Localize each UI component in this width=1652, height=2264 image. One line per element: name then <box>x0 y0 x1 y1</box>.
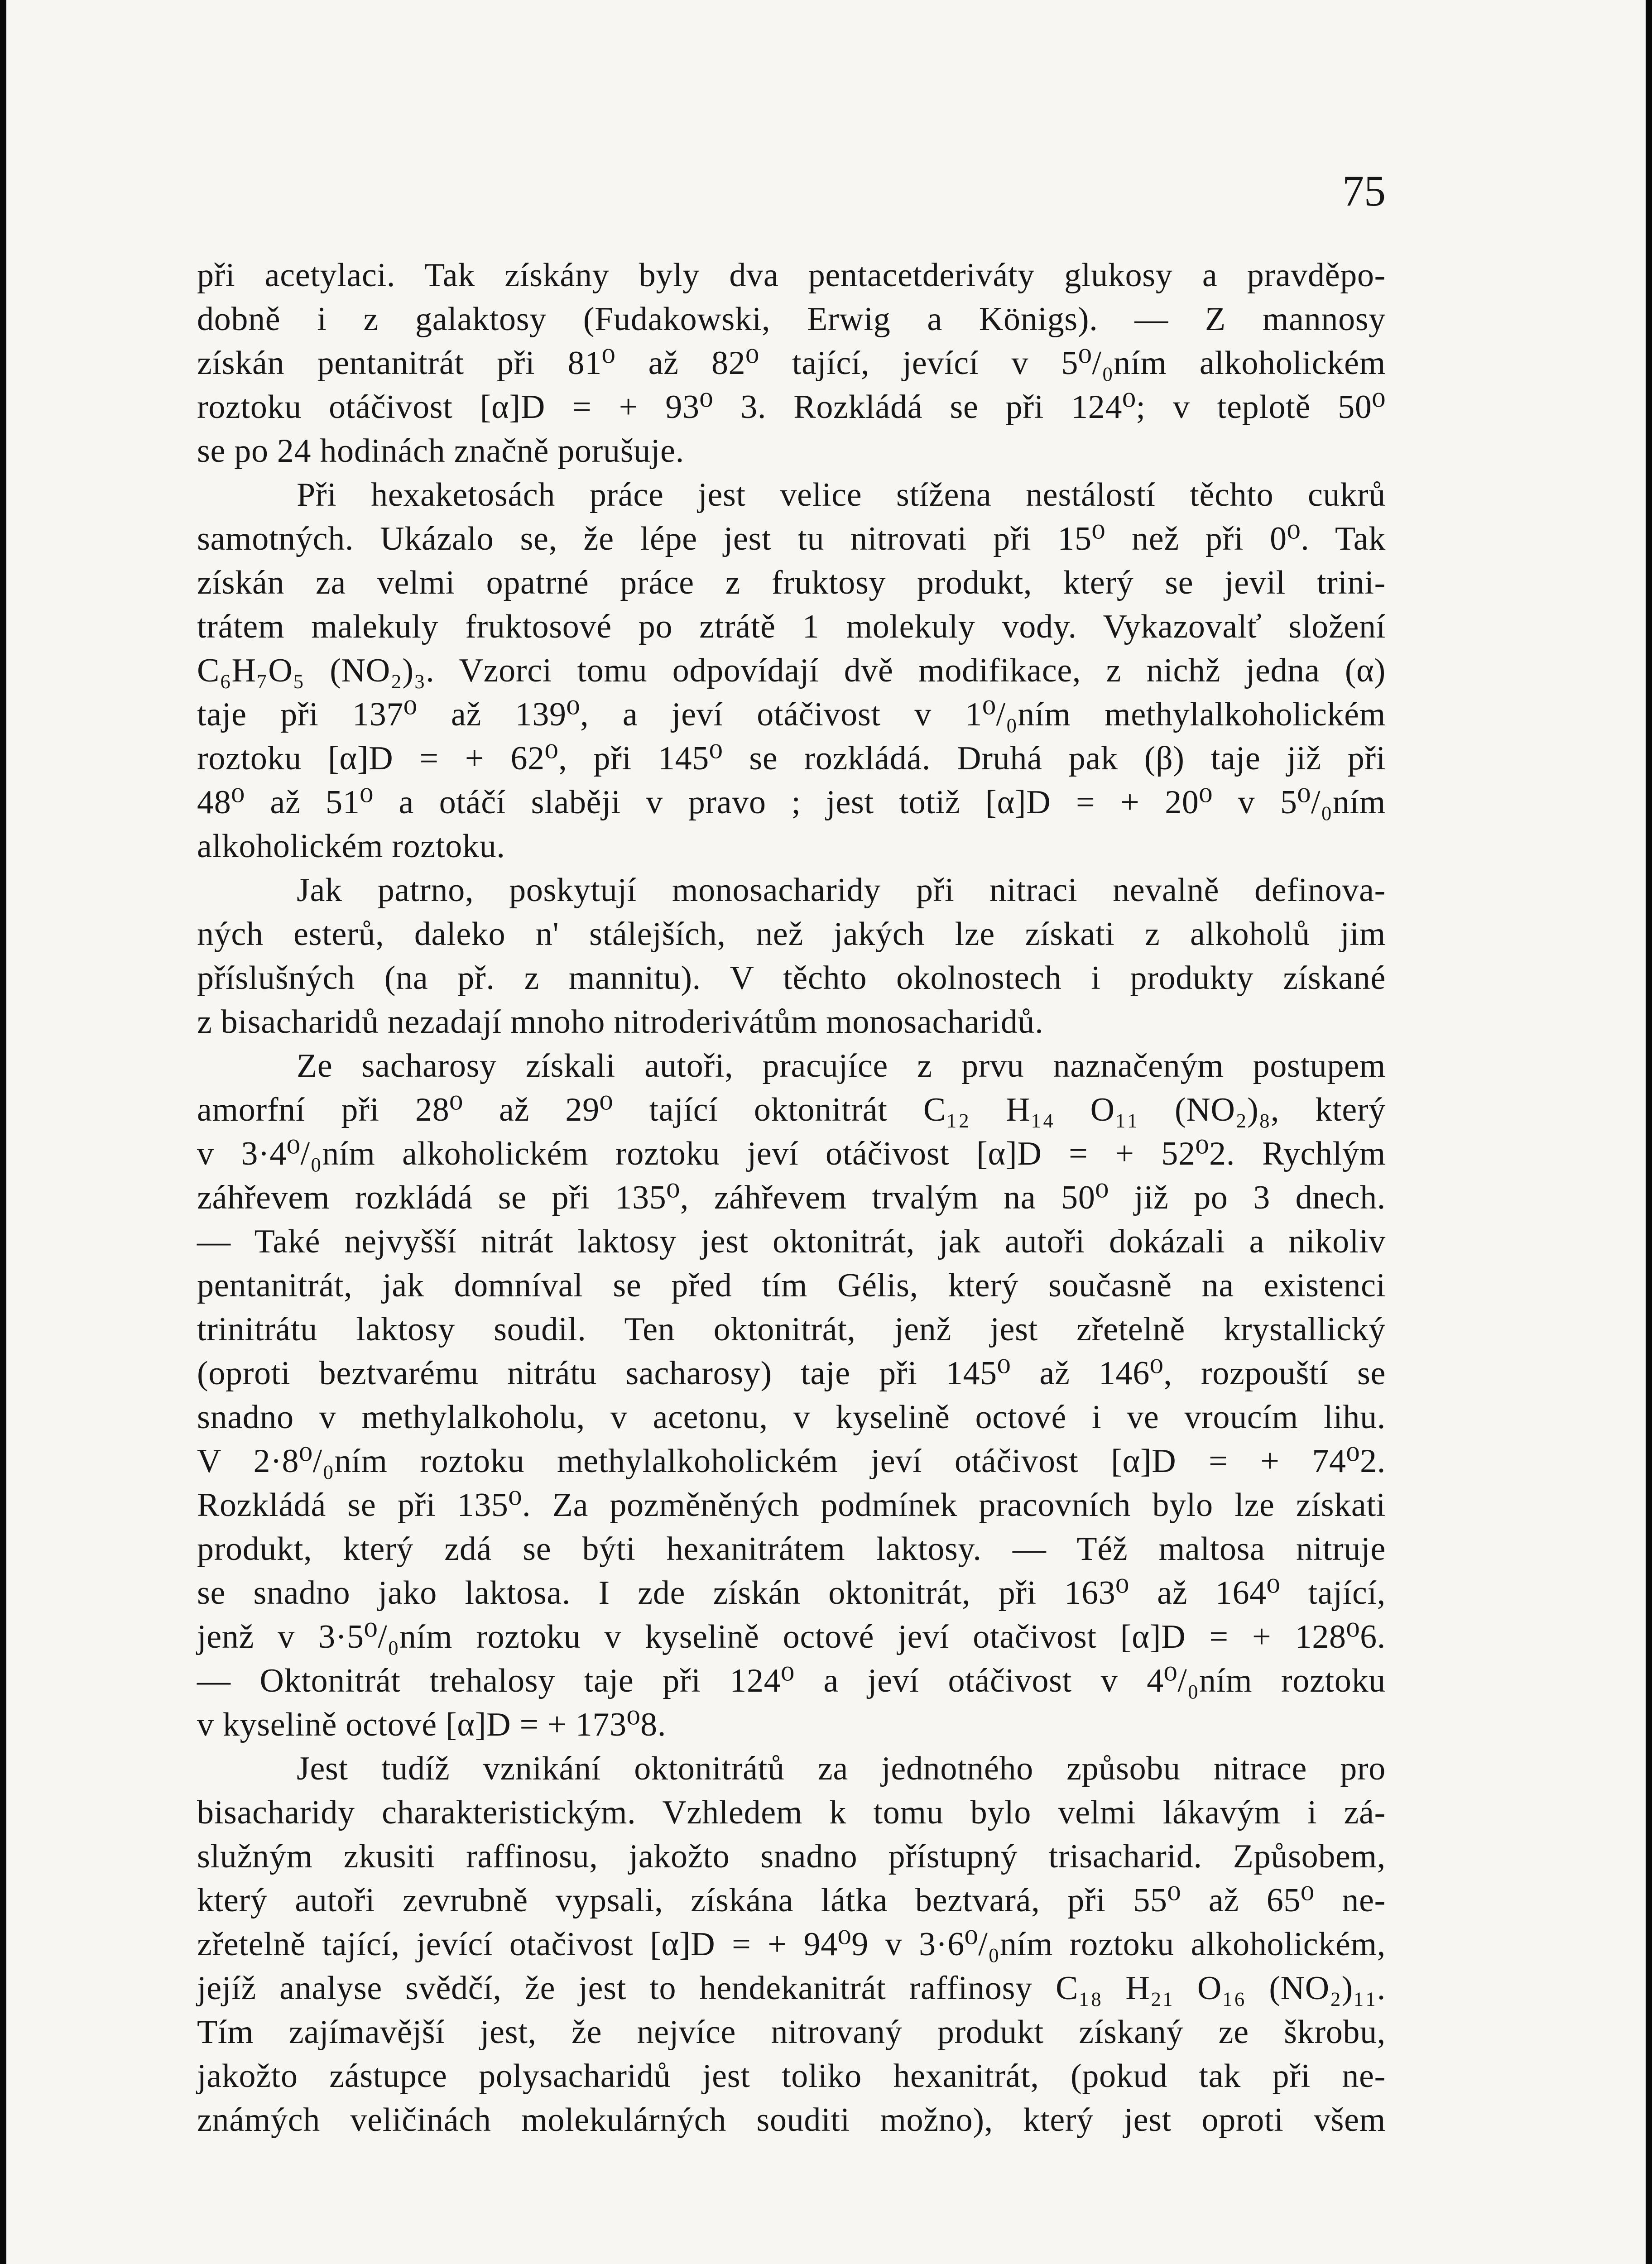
text-line: pentanitrát, jak domníval se před tím Gélis, který současně na existenci <box>197 1267 1386 1304</box>
paragraph-4 <box>197 1044 1386 1747</box>
text-line: Jest tudíž vznikání oktonitrátů za jednotného způsobu nitrace pro <box>297 1750 1386 1787</box>
text-line: produkt, který zdá se býti hexanitrátem laktosy. — Též maltosa nitruje <box>197 1530 1386 1568</box>
paragraph-3 <box>197 868 1386 1044</box>
text-line: získán pentanitrát při 81⁰ až 82⁰ tající, jevící v 5⁰/₀ním alkoholickém <box>197 345 1386 382</box>
scan-edge-left <box>0 0 6 2264</box>
text-line: jenž v 3·5⁰/₀ním roztoku v kyselině octové jeví otačivost [α]D = + 128⁰6. <box>197 1618 1386 1655</box>
text-line: amorfní při 28⁰ až 29⁰ tající oktonitrát C₁₂ H₁₄ O₁₁ (NO₂)₈, který <box>197 1091 1386 1128</box>
text-line: získán za velmi opatrné práce z fruktosy produkt, který se jevil trini- <box>197 564 1386 601</box>
body-text <box>197 254 1386 2142</box>
text-line: roztoku [α]D = + 62⁰, při 145⁰ se rozkládá. Druhá pak (β) taje již při <box>197 740 1386 777</box>
text-line: Ze sacharosy získali autoři, pracujíce z prvu naznačeným postupem <box>297 1047 1386 1084</box>
paragraph-1 <box>197 254 1386 473</box>
text-line: v 3·4⁰/₀ním alkoholickém roztoku jeví otáčivost [α]D = + 52⁰2. Rychlým <box>197 1135 1386 1172</box>
text-line: V 2·8⁰/₀ním roztoku methylalkoholickém jeví otáčivost [α]D = + 74⁰2. <box>197 1443 1386 1480</box>
text-line: trinitrátu laktosy soudil. Ten oktonitrát, jenž jest zřetelně krystallický <box>197 1311 1386 1348</box>
text-line: který autoři zevrubně vypsali, získána látka beztvará, při 55⁰ až 65⁰ ne- <box>197 1882 1386 1919</box>
page-number: 75 <box>1342 167 1386 215</box>
text-line: z bisacharidů nezadají mnoho nitroderivátům monosacharidů. <box>197 1003 1044 1041</box>
text-line: zřetelně tající, jevící otačivost [α]D = + 94⁰9 v 3·6⁰/₀ním roztoku alkoholickém, <box>197 1926 1386 1963</box>
text-line: Tím zajímavější jest, že nejvíce nitrovaný produkt získaný ze škrobu, <box>197 2014 1386 2051</box>
text-line: jejíž analyse svědčí, že jest to hendekanitrát raffinosy C₁₈ H₂₁ O₁₆ (NO₂)₁₁. <box>197 1970 1386 2007</box>
paragraph-5 <box>197 1747 1386 2142</box>
text-line: trátem malekuly fruktosové po ztrátě 1 molekuly vody. Vykazovalť složení <box>197 608 1386 645</box>
text-line: Při hexaketosách práce jest velice stížena nestálostí těchto cukrů <box>297 476 1386 513</box>
text-line: příslušných (na př. z mannitu). V těchto okolnostech i produkty získané <box>197 959 1386 997</box>
text-line: v kyselině octové [α]D = + 173⁰8. <box>197 1706 667 1743</box>
text-line: Rozkládá se při 135⁰. Za pozměněných podmínek pracovních bylo lze získati <box>197 1487 1386 1524</box>
text-line: služným zkusiti raffinosu, jakožto snadno přístupný trisacharid. Způsobem, <box>197 1838 1386 1875</box>
scan-edge-right <box>1646 0 1652 2264</box>
text-line: C₆H₇O₅ (NO₂)₃. Vzorci tomu odpovídají dvě modifikace, z nichž jedna (α) <box>197 652 1386 689</box>
text-line: ných esterů, daleko n' stálejších, než jakých lze získati z alkoholů jim <box>197 916 1386 953</box>
text-line: záhřevem rozkládá se při 135⁰, záhřevem trvalým na 50⁰ již po 3 dnech. <box>197 1179 1386 1216</box>
paragraph-2 <box>197 473 1386 868</box>
text-line: dobně i z galaktosy (Fudakowski, Erwig a Königs). — Z mannosy <box>197 301 1386 338</box>
text-line: samotných. Ukázalo se, že lépe jest tu nitrovati při 15⁰ než při 0⁰. Tak <box>197 520 1386 557</box>
text-line: 48⁰ až 51⁰ a otáčí slaběji v pravo ; jest totiž [α]D = + 20⁰ v 5⁰/₀ním <box>197 784 1386 821</box>
text-line: při acetylaci. Tak získány byly dva pentacetderiváty glukosy a pravděpo- <box>197 257 1386 294</box>
text-line: taje při 137⁰ až 139⁰, a jeví otáčivost v 1⁰/₀ním methylalkoholickém <box>197 696 1386 733</box>
text-line: snadno v methylalkoholu, v acetonu, v kyselině octové i ve vroucím lihu. <box>197 1399 1386 1436</box>
text-line: se po 24 hodinách značně porušuje. <box>197 432 684 470</box>
text-line: roztoku otáčivost [α]D = + 93⁰ 3. Rozkládá se při 124⁰; v teplotě 50⁰ <box>197 389 1386 426</box>
text-line: jakožto zástupce polysacharidů jest toliko hexanitrát, (pokud tak při ne- <box>197 2058 1386 2095</box>
text-line: alkoholickém roztoku. <box>197 828 505 865</box>
text-line: bisacharidy charakteristickým. Vzhledem k tomu bylo velmi lákavým i zá- <box>197 1794 1386 1831</box>
text-line: — Také nejvyšší nitrát laktosy jest oktonitrát, jak autoři dokázali a nikoliv <box>197 1223 1386 1260</box>
text-line: — Oktonitrát trehalosy taje při 124⁰ a jeví otáčivost v 4⁰/₀ním roztoku <box>197 1662 1386 1699</box>
text-line: (oproti beztvarému nitrátu sacharosy) taje při 145⁰ až 146⁰, rozpouští se <box>197 1355 1386 1392</box>
text-line: známých veličinách molekulárných souditi možno), který jest oproti všem <box>197 2101 1386 2139</box>
text-line: Jak patrno, poskytují monosacharidy při nitraci nevalně definova- <box>297 872 1386 909</box>
text-line: se snadno jako laktosa. I zde získán oktonitrát, při 163⁰ až 164⁰ tající, <box>197 1574 1386 1612</box>
